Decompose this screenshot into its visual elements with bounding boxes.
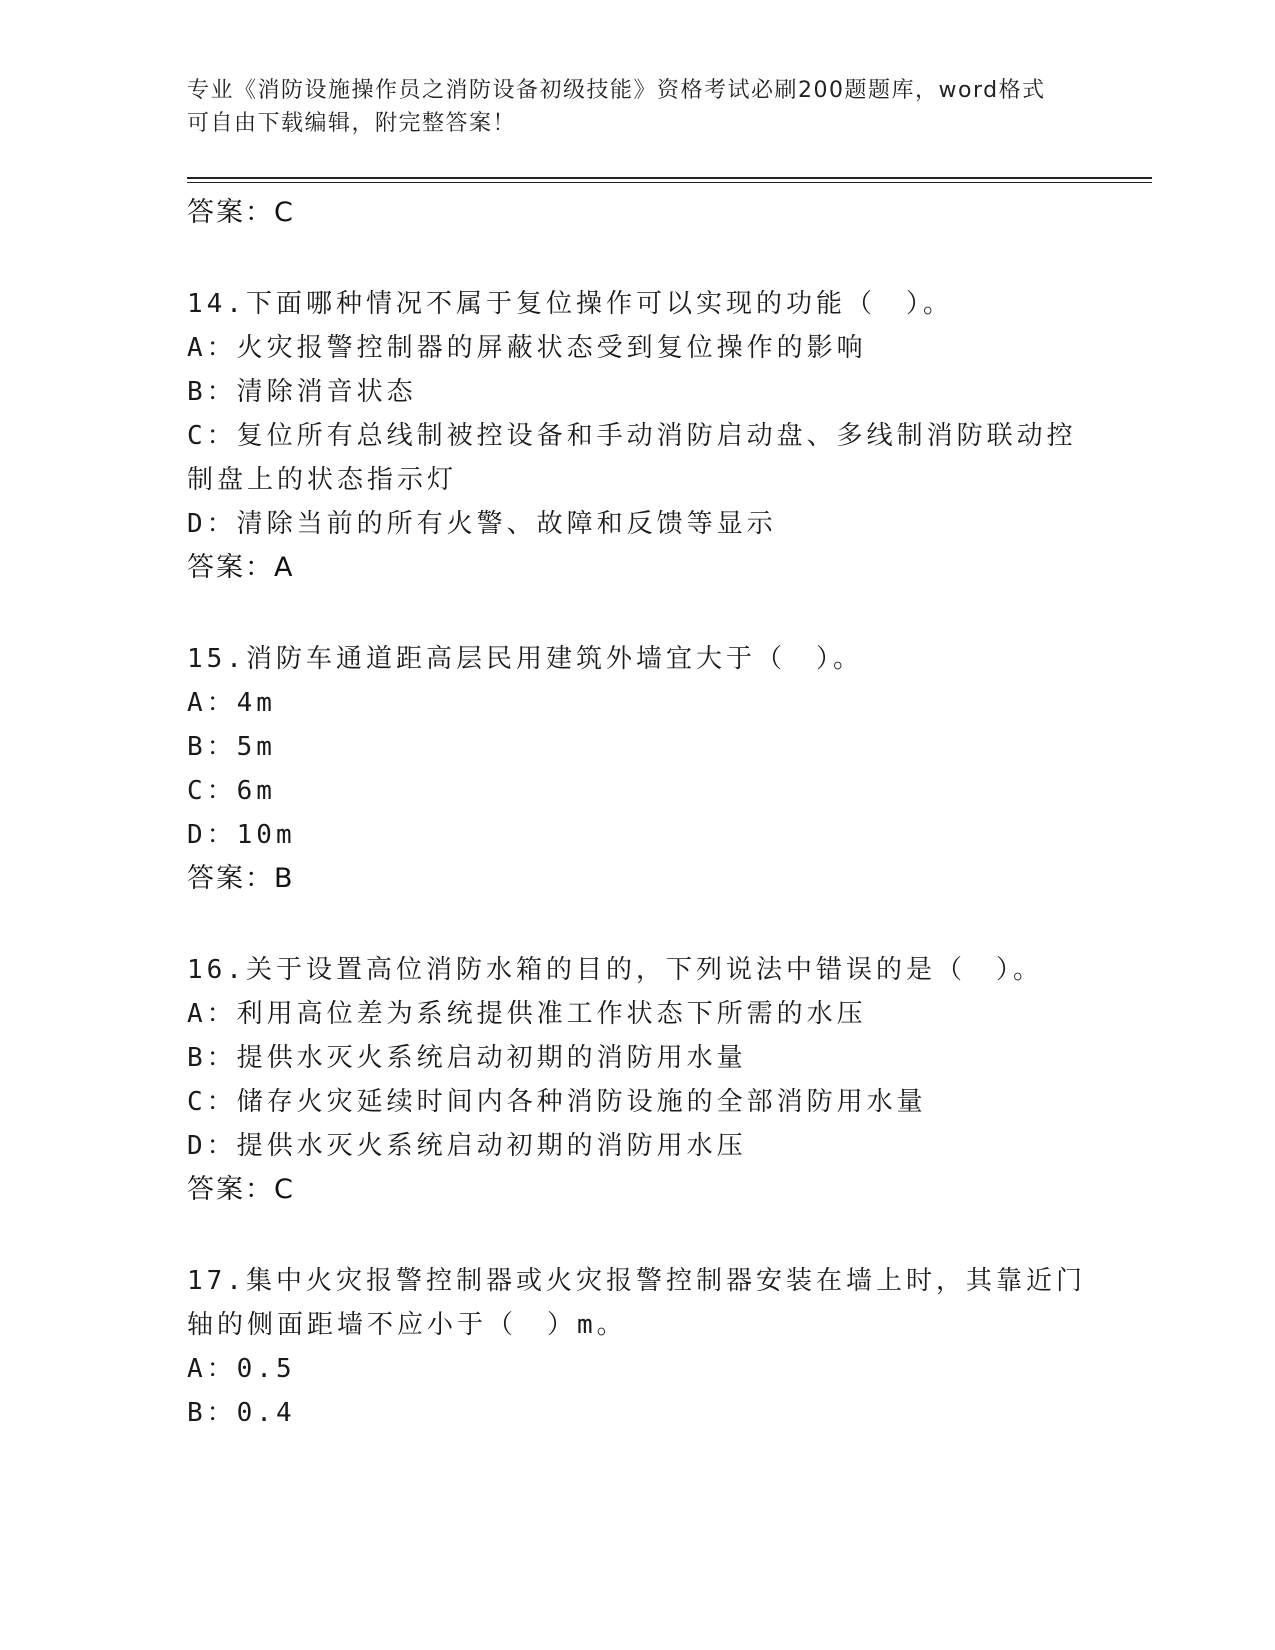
spacer xyxy=(187,590,1087,637)
answer: 答案：C xyxy=(187,1174,295,1205)
spacer xyxy=(187,235,1087,282)
spacer xyxy=(187,901,1087,948)
option-d: D：提供水灭火系统启动初期的消防用水压 xyxy=(187,1131,747,1161)
option-c: C：储存火灾延续时间内各种消防设施的全部消防用水量 xyxy=(187,1087,927,1117)
question-text: 15.消防车通道距高层民用建筑外墙宜大于（ ）。 xyxy=(187,644,863,674)
option-c: C：复位所有总线制被控设备和手动消防启动盘、多线制消防联动控制盘上的状态指示灯 xyxy=(187,421,1077,495)
option-a: A：利用高位差为系统提供准工作状态下所需的水压 xyxy=(187,999,867,1029)
question-text: 14.下面哪种情况不属于复位操作可以实现的功能（ ）。 xyxy=(187,289,953,319)
option-b: B：清除消音状态 xyxy=(187,377,417,407)
question-list xyxy=(187,191,1087,1435)
header-divider-thin xyxy=(187,182,1152,183)
question-15 xyxy=(187,637,1087,901)
question-text: 17.集中火灾报警控制器或火灾报警控制器安装在墙上时，其靠近门轴的侧面距墙不应小于（ ）m。 xyxy=(187,1266,1086,1340)
question-17 xyxy=(187,1259,1087,1435)
option-a: A：4m xyxy=(187,688,276,718)
page-header: 专业《消防设施操作员之消防设备初级技能》资格考试必刷200题题库，word格式可自由下载编辑，附完整答案！ xyxy=(187,78,1046,136)
option-a: A：0.5 xyxy=(187,1354,296,1384)
spacer xyxy=(187,1212,1087,1259)
option-a: A：火灾报警控制器的屏蔽状态受到复位操作的影响 xyxy=(187,333,867,363)
question-16 xyxy=(187,948,1087,1212)
option-b: B：提供水灭火系统启动初期的消防用水量 xyxy=(187,1043,747,1073)
header-divider-thick xyxy=(187,177,1152,179)
option-b: B：5m xyxy=(187,732,276,762)
option-b: B：0.4 xyxy=(187,1398,296,1428)
option-c: C：6m xyxy=(187,776,276,806)
answer: 答案：A xyxy=(187,552,295,583)
question-14 xyxy=(187,282,1087,590)
option-d: D：清除当前的所有火警、故障和反馈等显示 xyxy=(187,509,777,539)
question-text: 16.关于设置高位消防水箱的目的，下列说法中错误的是（ ）。 xyxy=(187,955,1043,985)
answer: 答案：B xyxy=(187,863,295,894)
option-d: D：10m xyxy=(187,820,296,850)
previous-answer: 答案：C xyxy=(187,197,295,228)
